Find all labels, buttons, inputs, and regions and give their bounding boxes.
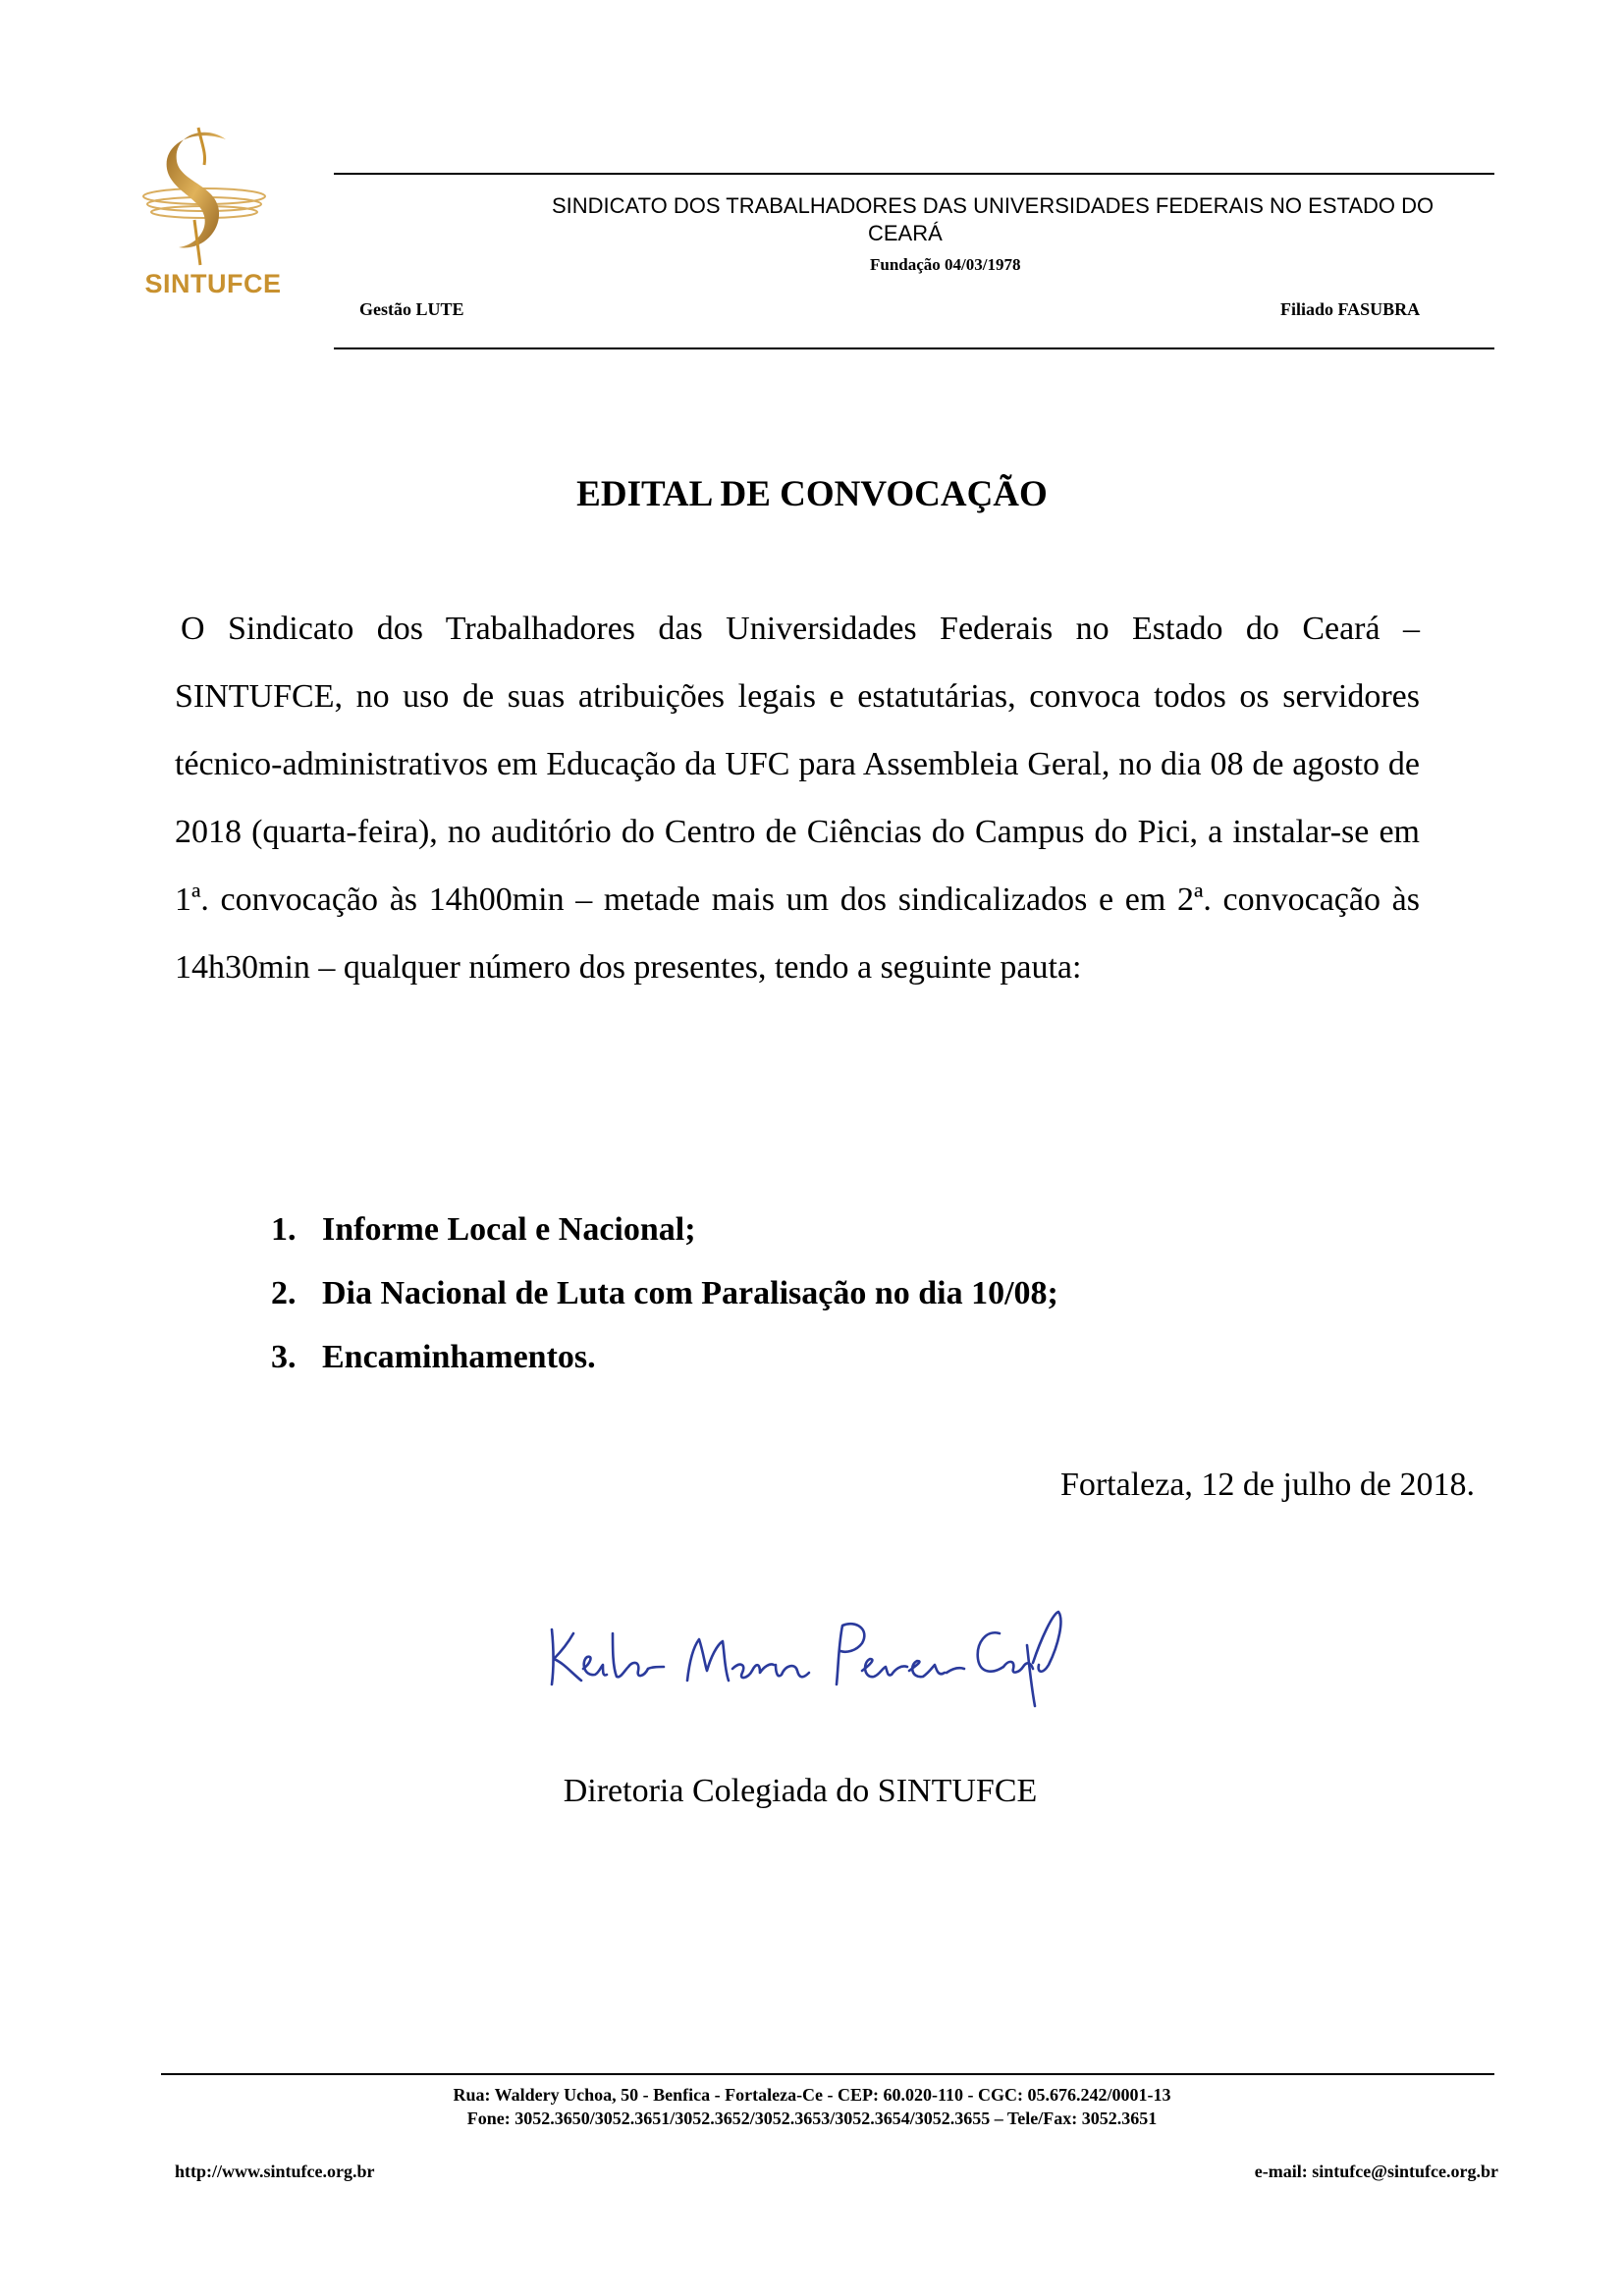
sintufce-s-emblem-icon — [135, 126, 273, 268]
footer-address-line1: Rua: Waldery Uchoa, 50 - Benfica - Fortaleza-Ce - CEP: 60.020-110 - CGC: 05.676.242/0001-13 — [453, 2085, 1171, 2105]
agenda-item-number: 3. — [271, 1339, 297, 1375]
agenda-item-text: Dia Nacional de Luta com Paralisação no dia 10/08; — [322, 1275, 1058, 1311]
footer-website-link[interactable]: http://www.sintufce.org.br — [175, 2162, 375, 2181]
organization-name — [491, 192, 1551, 247]
agenda-item — [271, 1325, 1058, 1389]
foundation-date: Fundação 04/03/1978 — [870, 255, 1021, 274]
agenda-list — [271, 1198, 1058, 1389]
agenda-item — [271, 1198, 1058, 1261]
agenda-item-text: Encaminhamentos. — [322, 1339, 596, 1375]
footer-email-link[interactable]: e-mail: sintufce@sintufce.org.br — [1254, 2162, 1498, 2181]
organization-name-line1: SINDICATO DOS TRABALHADORES DAS UNIVERSIDADES FEDERAIS NO ESTADO DO — [552, 193, 1435, 218]
agenda-item-number: 1. — [271, 1211, 297, 1248]
place-and-date: Fortaleza, 12 de julho de 2018. — [1059, 1467, 1475, 1503]
filiado-label: Filiado FASUBRA — [1280, 299, 1421, 319]
convocation-body: O Sindicato dos Trabalhadores das Universidades Federais no Estado do Ceará – SINTUFCE, no uso de suas atribuições legais e estatutárias, convoca todos os servidores técnico-administrativos em Educação da UFC para Assembleia Geral, no dia 08 de agosto de 2018 (quarta-feira), no auditório do Centro de Ciências do Campus do Pici, a instalar-se em 1ª. convocação às 14h00min – metade mais um dos sindicalizados e em 2ª. convocação às 14h30min – qualquer número dos presentes, tendo a seguinte pauta: — [175, 611, 1420, 986]
header-top-rule — [334, 173, 1494, 175]
agenda-item — [271, 1261, 1058, 1325]
sintufce-logo — [126, 126, 283, 302]
logo-wordmark: SINTUFCE — [144, 269, 282, 298]
header-bottom-rule — [334, 347, 1494, 349]
footer-address — [0, 2083, 1624, 2130]
gestao-label: Gestão LUTE — [359, 299, 464, 319]
agenda-item-number: 2. — [271, 1275, 297, 1311]
footer-rule — [161, 2073, 1494, 2075]
footer-address-line2: Fone: 3052.3650/3052.3651/3052.3652/3052.3653/3052.3654/3052.3655 – Tele/Fax: 3052.3651 — [466, 2109, 1158, 2128]
handwritten-signature — [538, 1590, 1068, 1708]
document-title: EDITAL DE CONVOCAÇÃO — [576, 474, 1048, 514]
agenda-item-text: Informe Local e Nacional; — [322, 1211, 696, 1248]
signer-name: Diretoria Colegiada do SINTUFCE — [563, 1773, 1038, 1809]
organization-name-line2: CEARÁ — [868, 221, 943, 245]
